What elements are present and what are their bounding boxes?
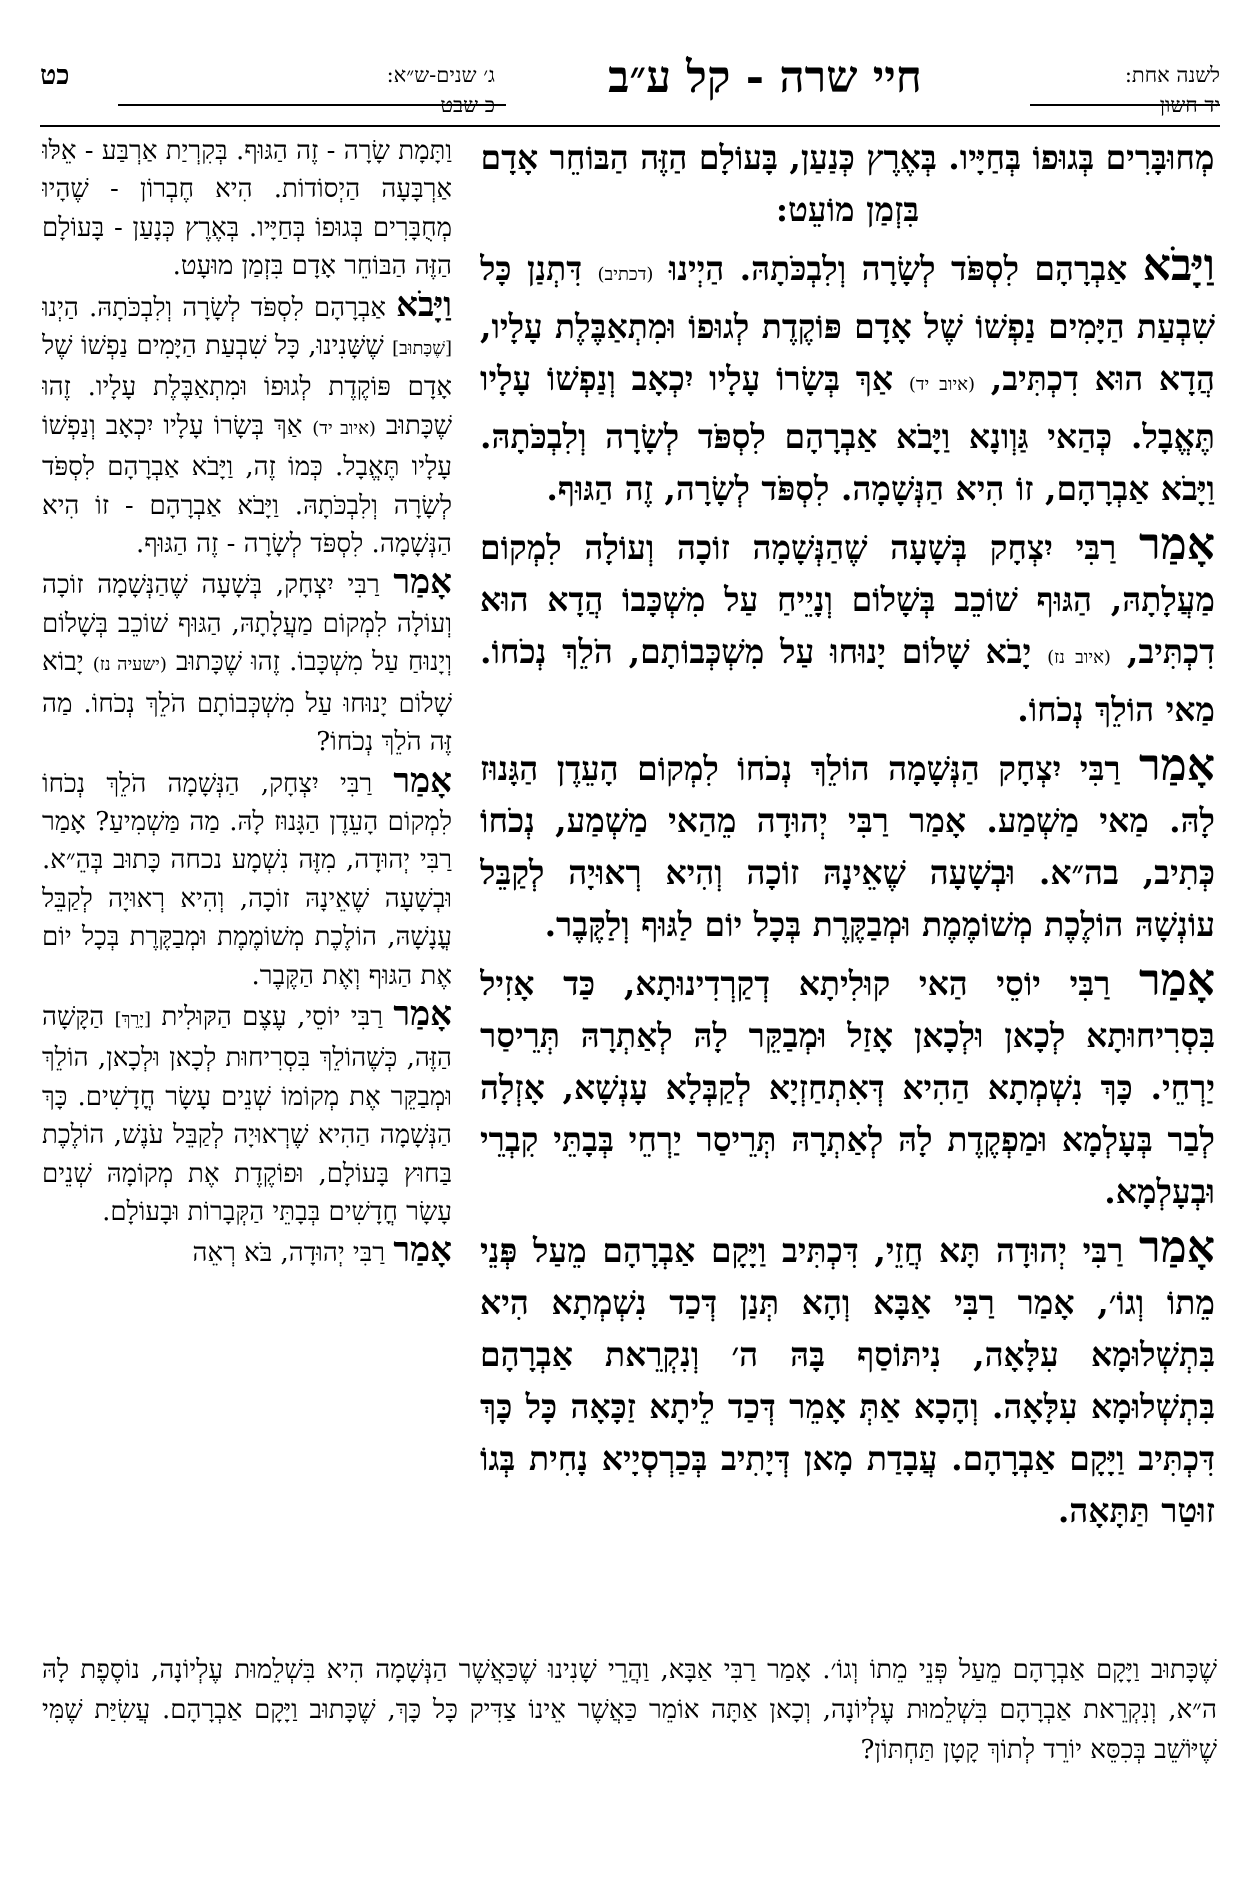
main-text: דִּתְנַן כָּל שִׁבְעַת הַיָּמִים נַפְשׁוֹ שֶׁל אָדָם פּוֹקֶדֶת לְגוּפוֹ וּמִתְאַבֶּלֶת עָלָיו, הֲדָא הוּא דִכְתִּיב,: [480, 249, 1215, 398]
verse-reference: (דכתיב): [597, 264, 654, 285]
header-left-line1: ג׳ שנים-ש״א:: [386, 63, 495, 87]
main-text: מְחוּבָּרִים בְּגוּפוֹ בְּחַיָּיו. בְּאֶרֶץ כְּנַעַן, בָּעוֹלָם הַזֶּה הַבּוֹחֵר אָדָם בִּזְמַן מוֹעֵט:: [480, 138, 1215, 229]
verse-reference: (איוב יד): [312, 417, 376, 439]
verse-reference: (איוב נז): [1047, 647, 1111, 668]
header-left-line2: כ שבט: [440, 93, 495, 117]
side-text: הַקָּשָׁה הַזֶּה, כְּשֶׁהוֹלֵךְ בִּסְרִיחוּת לְכָאן וּלְכָאן, הוֹלֵךְ וּמְבַקֵּר אֶת מְקוֹמוֹ שְׁנֵים עָשָׂר חֳדָשִׁים. כָּךְ הַנְּשָׁמָה הַהִיא שֶׁרְאוּיָה לְקַבֵּל עֹנֶשׁ, הוֹלֶכֶת בַּחוּץ בָּעוֹלָם, וּפוֹקֶדֶת אֶת מְקוֹמָהּ שְׁנֵים עָשָׂר חֳדָשִׁים בְּבָתֵּי הַקְּבָרוֹת וּבָעוֹלָם.: [42, 1001, 452, 1227]
header-right-line1: לשנה אחת:: [1124, 63, 1220, 87]
opening-word: וַיָּבֹא: [396, 284, 452, 325]
side-text: אַבְרָהָם לִסְפֹּד לְשָׂרָה וְלִבְכֹּתָהּ. הַיְנוּ: [42, 292, 387, 323]
side-paragraph: [42, 762, 452, 995]
opening-word: אָמַר: [393, 993, 452, 1034]
main-paragraph: [480, 240, 1215, 515]
header-right-line2: יד חשון: [1159, 93, 1220, 117]
side-text: אַךְ בְּשָׂרוֹ עָלָיו יִכְאָב וְנַפְשׁוֹ עָלָיו תֶּאֱבָל. כְּמוֹ זֶה, וַיָּבֹא אַבְרָהָם לִסְפֹּד לְשָׂרָה וְלִבְכֹּתָהּ. וַיָּבֹא אַבְרָהָם - זוֹ הִיא הַנְּשָׁמָה. לִסְפֹּד לְשָׂרָה - זֶה הַגּוּף.: [42, 410, 452, 560]
side-text: שֶׁשָּׁנִינוּ, כָּל שִׁבְעַת הַיָּמִים נַפְשׁוֹ שֶׁל אָדָם פּוֹקֶדֶת לְגוּפוֹ וּמִתְאַבֶּלֶת עָלָיו. זֶהוּ שֶׁכָּתוּב: [42, 331, 452, 441]
page-number: כט: [40, 60, 70, 91]
bottom-continuation: [42, 1650, 1217, 1790]
opening-word: אָמַר: [1139, 955, 1215, 1006]
opening-word: אָמַר: [393, 562, 452, 603]
page-header: [40, 50, 1220, 120]
main-paragraph: [480, 519, 1215, 736]
main-text: רַבִּי יִצְחָק בְּשָׁעָה שֶׁהַנְּשָׁמָה זוֹכָה וְעוֹלָה לִמְקוֹם מַעֲלָתָהּ, הַגּוּף שׁוֹכֵב בְּשָׁלוֹם וְנָיֵיחַ עַל מִשְׁכָּבוֹ הֲדָא הוּא דִכְתִּיב,: [480, 528, 1215, 671]
main-paragraph: [480, 740, 1215, 951]
side-text: יָבוֹא שָׁלוֹם יָנוּחוּ עַל מִשְׁכְּבוֹתָם הֹלֵךְ נְכֹחוֹ. מַה זֶּה הֹלֵךְ נְכֹחוֹ?: [42, 647, 452, 758]
side-paragraph: [42, 132, 452, 286]
opening-word: אָמַר: [1139, 519, 1215, 570]
opening-word: אָמַר: [393, 760, 452, 801]
opening-word: אָמַר: [393, 1230, 452, 1271]
main-text: יָבֹא שָׁלוֹם יָנוּחוּ עַל מִשְׁכְּבוֹתָם, הֹלֵךְ נְכֹחוֹ. מַאי הוֹלֵךְ נְכֹחוֹ.: [480, 632, 1215, 729]
side-paragraph: [42, 286, 452, 564]
side-text: רַבִּי יוֹסֵי, עֶצֶם הַקּוּלִית: [161, 1001, 383, 1032]
opening-word: וַיָּבֹא: [1142, 240, 1215, 291]
main-paragraph: [480, 132, 1215, 236]
main-text: אַךְ בְּשָׂרוֹ עָלָיו יִכְאָב וְנַפְשׁוֹ עָלָיו תֶּאֱבָל. כְּהַאי גַּוְונָא וַיָּבֹא אַבְרָהָם לִסְפֹּד לְשָׂרָה וְלִבְכֹּתָהּ. וַיָּבֹא אַבְרָהָם, זוֹ הִיא הַנְּשָׁמָה. לִסְפֹּד לְשָׂרָה, זֶה הַגּוּף.: [480, 359, 1215, 508]
opening-word: אָמַר: [1139, 740, 1215, 791]
verse-reference: [יָרֵךְ]: [114, 1008, 152, 1030]
main-text: רַבִּי יוֹסֵי הַאי קוּלִיתָא דְקַרְדִינוּתָא, כַּד אָזִיל בִּסְרִיחוּתָא לְכָאן וּלְכָאן אָזַל וּמְבַקֵּר לָהּ לְאַתְרָהּ תְּרֵיסַר יַרְחֵי. כָּךְ נִשְׁמְתָא הַהִיא דְּאִתְחַזְיָא לְקַבְּלָא עָנְשָׁא, אָזְלָה לְבַר בְּעָלְמָא וּמַפְקֶדֶת לָהּ לְאַתְרָהּ תְּרֵיסַר יַרְחֵי בְּבָתֵּי קִבְרֵי וּבְעָלְמָא.: [480, 964, 1215, 1211]
header-left-schedule: [135, 60, 495, 120]
page-title: חיי שרה - קל ע״ב: [608, 52, 922, 103]
main-paragraph: [480, 1222, 1215, 1537]
side-paragraph: [42, 563, 452, 761]
side-text: רַבִּי יִצְחָק, הַנְּשָׁמָה הֹלֵךְ נְכֹחוֹ לִמְקוֹם הָעֵדֶן הַגָּנוּז לָהּ. מַה מַּשְׁמִיעַ? אָמַר רַבִּי יְהוּדָה, מִזֶּה נִשְׁמָע נכחה כָּתוּב בְּהֵ״א. וּבְשָׁעָה שֶׁאֵינָהּ זוֹכָה, וְהִיא רְאוּיָה לְקַבֵּל עֳנָשָׁהּ, הוֹלֶכֶת מְשׁוֹמֶמֶת וּמְבַקֶּרֶת בְּכָל יוֹם אֶת הַגּוּף וְאֶת הַקֶּבֶר.: [42, 768, 452, 991]
side-text: רַבִּי יְהוּדָה, בֹּא רְאֵה: [192, 1238, 386, 1269]
main-text: רַבִּי יִצְחָק הַנְּשָׁמָה הוֹלֵךְ נְכֹחוֹ לִמְקוֹם הָעֵדֶן הַגָּנוּז לָהּ. מַאי מַשְׁמַע. אָמַר רַבִּי יְהוּדָה מֵהַאי מַשְׁמַע, נְכֹחוֹ כְּתִיב, בה״א. וּבְשָׁעָה שֶׁאֵינָהּ זוֹכָה וְהִיא רְאוּיָה לְקַבֵּל עוֹנְשָׁהּ הוֹלֶכֶת מְשׁוֹמֶמֶת וּמְבַקֶּרֶת בְּכָל יוֹם לַגּוּף וְלַקֶּבֶר.: [480, 749, 1215, 944]
side-paragraph: [42, 1231, 452, 1272]
side-text: רַבִּי יִצְחָק, בְּשָׁעָה שֶׁהַנְּשָׁמָה זוֹכָה וְעוֹלָה לִמְקוֹם מַעֲלָתָהּ, הַגּוּף שׁוֹכֵב בְּשָׁלוֹם וְיָנוּחַ עַל מִשְׁכָּבוֹ. זֶהוּ שֶׁכָּתוּב: [42, 570, 452, 678]
main-text-column: [480, 132, 1215, 1647]
main-paragraph: [480, 955, 1215, 1218]
header-left-divider: [118, 104, 506, 106]
verse-reference: (ישעיה נז): [92, 654, 167, 676]
main-text: אַבְרָהָם לִסְפֹּד לְשָׂרָה וְלִבְכֹּתָהּ. הַיְינוּ: [668, 249, 1128, 288]
side-paragraph: [42, 995, 452, 1231]
translation-column: [42, 132, 452, 1647]
verse-reference: [שֶׁכָּתוּב]: [392, 338, 452, 360]
opening-word: אָמַר: [1139, 1222, 1215, 1273]
side-text: וַתָּמָת שָׂרָה - זֶה הַגּוּף. בְּקִרְיַת אַרְבַּע - אֵלּוּ אַרְבָּעָה הַיְסוֹדוֹת. הִיא חֶבְרוֹן - שֶׁהָיוּ מְחֻבָּרִים בְּגוּפוֹ בְּחַיָּיו. בְּאֶרֶץ כְּנָעַן - בָּעוֹלָם הַזֶּה הַבּוֹחֵר אָדָם בִּזְמַן מוּעָט.: [42, 136, 452, 282]
bottom-text: שֶׁכָּתוּב וַיָּקָם אַבְרָהָם מֵעַל פְּנֵי מֵתוֹ וְגוֹ׳. אָמַר רַבִּי אַבָּא, וַהֲרֵי שָׁנִינוּ שֶׁכַּאֲשֶׁר הַנְּשָׁמָה הִיא בִּשְׁלֵמוּת עֶלְיוֹנָה, נוֹסֶפֶת לָהּ ה״א, וְנִקְרֵאת אַבְרָהָם בִּשְׁלֵמוּת עֶלְיוֹנָה, וְכָאן אַתָּה אוֹמֵר כַּאֲשֶׁר אֵינוֹ צַדִּיק כָּל כָּךְ, שֶׁכָּתוּב וַיָּקָם אַבְרָהָם. עֲשִׂיַּת שֶׁמִּי שֶׁיּוֹשֵׁב בְּכִסֵּא יוֹרֵד לְתוֹךְ קָטָן תַּחְתּוֹן?: [42, 1655, 1217, 1765]
header-divider: [40, 125, 1220, 127]
header-right-schedule: [1030, 60, 1220, 120]
header-right-divider: [1030, 104, 1220, 106]
main-text: רַבִּי יְהוּדָה תָּא חֲזֵי, דִּכְתִּיב וַיָּקָם אַבְרָהָם מֵעַל פְּנֵי מֵתוֹ וְגוֹ׳, אָמַר רַבִּי אַבָּא וְהָא תְּנַן דְּכַד נִשְׁמְתָא הִיא בִּתְשְׁלוּמָא עִלָּאָה, נִיתּוֹסַף בָּהּ ה׳ וְנִקְרֵאת אַבְרָהָם בִּתְשְׁלוּמָא עִלָּאָה. וְהָכָא אַתְּ אָמֵר דְּכַד לֵיתָא זַכָּאָה כָּל כָּךְ דִּכְתִּיב וַיָּקָם אַבְרָהָם. עֲבָדַת מָאן דְּיָתִיב בְּכַרְסְיָיא נָחִית בְּגוֹ זוּטַר תַּתָּאָה.: [480, 1231, 1215, 1530]
verse-reference: (איוב יד): [908, 374, 975, 395]
